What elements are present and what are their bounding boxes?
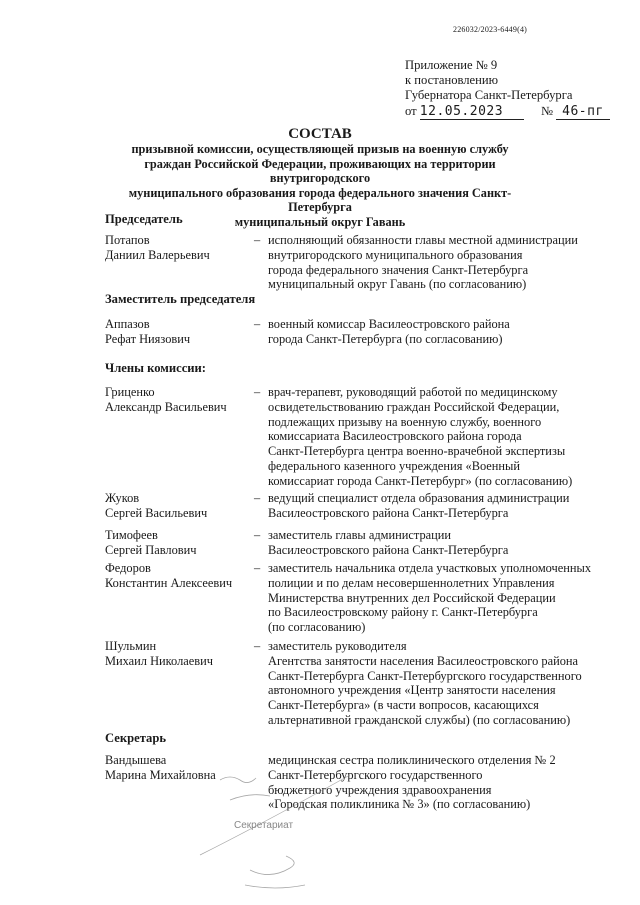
dash: –: [254, 385, 261, 399]
position-line: полиции и по делам несовершеннолетних Управления: [268, 575, 555, 590]
position-line: федерального казенного учреждения «Военный: [268, 458, 521, 473]
document-title: СОСТАВ: [288, 126, 352, 142]
person-name: [105, 491, 207, 521]
position-line: подлежащих призыву на военную службу, военного: [268, 414, 542, 429]
decree-number: 46-пг: [556, 104, 610, 120]
person-name: [105, 639, 213, 669]
person-surname: Потапов: [105, 233, 150, 247]
person-surname: Тимофеев: [105, 528, 158, 542]
position-line: врач-терапевт, руководящий работой по медицинскому: [268, 385, 558, 399]
subtitle-line-4: муниципальный округ Гавань: [234, 214, 406, 229]
person-given-names: Сергей Павлович: [105, 542, 197, 557]
from-label: от: [405, 103, 417, 118]
position-line: по Василеостровскому району г. Санкт-Петербурга: [268, 605, 538, 620]
secretariat-stamp-icon: [190, 760, 370, 900]
dash: –: [254, 528, 261, 542]
position-line: освидетельствованию граждан Российской Федерации,: [268, 399, 560, 414]
person-surname: Вандышева: [105, 753, 167, 767]
position-line: ведущий специалист отдела образования администрации: [268, 491, 570, 505]
person-position: [268, 639, 598, 728]
person-surname: Аппазов: [105, 317, 150, 331]
person-surname: Гриценко: [105, 385, 155, 399]
person-position: [268, 233, 598, 292]
person-name: [105, 528, 196, 558]
position-line: комиссариата Василеостровского района города: [268, 429, 522, 444]
decree-date: 12.05.2023: [420, 104, 524, 120]
person-position: [268, 528, 598, 558]
person-given-names: Рефат Ниязович: [105, 331, 191, 346]
person-name: [105, 317, 190, 347]
person-name: [105, 385, 227, 415]
person-given-names: Константин Алексеевич: [105, 575, 233, 590]
dash: –: [254, 317, 261, 331]
person-position: [268, 561, 598, 635]
position-line: военный комиссар Василеостровского района: [268, 317, 510, 331]
section-members: Члены комиссии:: [105, 361, 207, 375]
position-line: исполняющий обязанности главы местной администрации: [268, 233, 578, 247]
person-given-names: Даниил Валерьевич: [105, 247, 210, 262]
person-surname: Жуков: [105, 491, 140, 505]
dash: –: [254, 639, 261, 653]
position-line: Санкт-Петербурга Санкт-Петербургского государственного: [268, 668, 582, 683]
section-deputy: Заместитель председателя: [105, 292, 256, 306]
position-line: бюджетного учреждения здравоохранения: [268, 782, 492, 797]
position-line: Санкт-Петербургского государственного: [268, 767, 483, 782]
position-line: Министерства внутренних дел Российской Федерации: [268, 590, 556, 605]
person-position: [268, 491, 598, 521]
appendix-header: [405, 58, 610, 120]
position-line: заместитель руководителя: [268, 639, 407, 653]
position-line: Санкт-Петербурга» (в части вопросов, касающихся: [268, 698, 539, 713]
appendix-date-row: [405, 104, 610, 120]
stamp-text: Секретариат: [234, 820, 294, 831]
person-position: [268, 317, 598, 347]
subtitle-line-3: муниципального образования города федерального значения Санкт-Петербурга: [128, 185, 512, 214]
person-position: [268, 385, 598, 489]
section-chairman: Председатель: [105, 212, 183, 226]
dash: –: [254, 233, 261, 247]
position-line: города Санкт-Петербурга (по согласованию): [268, 331, 503, 346]
position-line: Санкт-Петербурга центра военно-врачебной экспертизы: [268, 444, 566, 459]
position-line: заместитель начальника отдела участковых уполномоченных: [268, 561, 592, 575]
dash: –: [254, 561, 261, 575]
document-number: 226032/2023-6449(4): [453, 25, 528, 34]
person-given-names: Михаил Николаевич: [105, 653, 213, 668]
person-given-names: Сергей Васильевич: [105, 505, 208, 520]
position-line: автономного учреждения «Центр занятости населения: [268, 683, 556, 698]
position-line: Василеостровского района Санкт-Петербурга: [268, 505, 509, 520]
person-name: [105, 233, 210, 263]
person-surname: Шульмин: [105, 639, 157, 653]
person-given-names: Марина Михайловна: [105, 767, 216, 782]
position-line: города федерального значения Санкт-Петербурга: [268, 262, 529, 277]
position-line: «Городская поликлиника № 3» (по согласованию): [268, 797, 531, 812]
position-line: медицинская сестра поликлинического отделения № 2: [268, 753, 556, 767]
position-line: муниципальный округ Гавань (по согласованию): [268, 277, 527, 292]
number-label: №: [540, 103, 553, 118]
position-line: внутригородского муниципального образования: [268, 247, 523, 262]
position-line: альтернативной гражданской службы) (по согласованию): [268, 712, 571, 727]
person-surname: Федоров: [105, 561, 151, 575]
position-line: Агентства занятости населения Василеостровского района: [268, 653, 579, 668]
position-line: Василеостровского района Санкт-Петербурга: [268, 542, 509, 557]
position-line: (по согласованию): [268, 620, 366, 635]
subtitle-line-1: призывной комиссии, осуществляющей призыв на военную службу: [131, 142, 509, 156]
section-secretary: Секретарь: [105, 731, 166, 745]
position-line: комиссариат города Санкт-Петербург» (по согласованию): [268, 473, 573, 488]
person-name: [105, 561, 232, 591]
appendix-line-2: к постановлению: [405, 73, 499, 88]
person-given-names: Александр Васильевич: [105, 399, 227, 414]
appendix-line-1: Приложение № 9: [405, 58, 498, 72]
dash: –: [254, 491, 261, 505]
appendix-line-3: Губернатора Санкт-Петербурга: [405, 88, 573, 103]
subtitle-line-2: граждан Российской Федерации, проживающих на территории внутригородского: [144, 156, 496, 185]
position-line: заместитель главы администрации: [268, 528, 452, 542]
